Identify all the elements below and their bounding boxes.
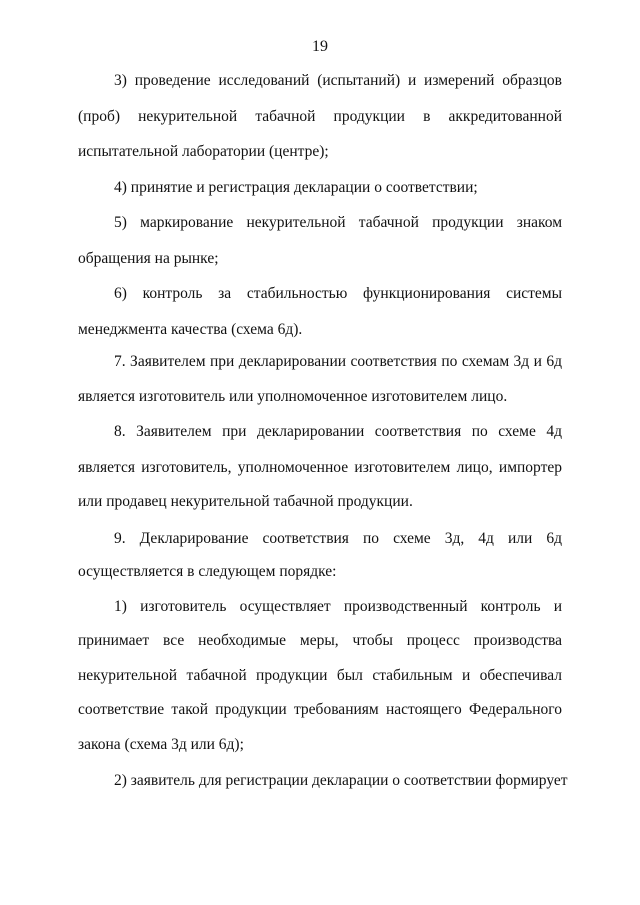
section-8-line-3: или продавец некурительной табачной продукции. [78, 493, 413, 510]
section-9-line-2: осуществляется в следующем порядке: [78, 563, 337, 580]
paragraph-3-line-3: испытательной лаборатории (центре); [78, 143, 329, 160]
paragraph-5-line-2: обращения на рынке; [78, 250, 219, 267]
paragraph-5-line-1: 5) маркирование некурительной табачной продукции знаком [114, 214, 562, 231]
paragraph-4-line-1: 4) принятие и регистрация декларации о соответствии; [114, 179, 478, 196]
section-8-line-2: является изготовитель, уполномоченное изготовителем лицо, импортер [78, 459, 562, 476]
subitem-2-line-1: 2) заявитель для регистрации декларации о соответствии формирует [114, 772, 568, 789]
subitem-1-line-5: закона (схема 3д или 6д); [78, 736, 244, 753]
section-7-line-1: 7. Заявителем при декларировании соответствия по схемам 3д и 6д [114, 353, 562, 370]
paragraph-3-line-2: (проб) некурительной табачной продукции в аккредитованной [78, 108, 562, 125]
paragraph-6-line-2: менеджмента качества (схема 6д). [78, 321, 303, 338]
subitem-1-line-4: соответствие такой продукции требованиям настоящего Федерального [78, 701, 562, 718]
section-7-line-2: является изготовитель или уполномоченное изготовителем лицо. [78, 388, 508, 405]
page-number: 19 [312, 38, 328, 55]
subitem-1-line-3: некурительной табачной продукции был стабильным и обеспечивал [78, 667, 562, 684]
paragraph-6-line-1: 6) контроль за стабильностью функционирования системы [114, 285, 562, 302]
paragraph-3-line-1: 3) проведение исследований (испытаний) и измерений образцов [114, 72, 562, 89]
subitem-1-line-1: 1) изготовитель осуществляет производственный контроль и [114, 598, 562, 615]
subitem-1-line-2: принимает все необходимые меры, чтобы процесс производства [78, 632, 562, 649]
section-8-line-1: 8. Заявителем при декларировании соответствия по схеме 4д [114, 423, 562, 440]
section-9-line-1: 9. Декларирование соответствия по схеме 3д, 4д или 6д [114, 530, 562, 547]
